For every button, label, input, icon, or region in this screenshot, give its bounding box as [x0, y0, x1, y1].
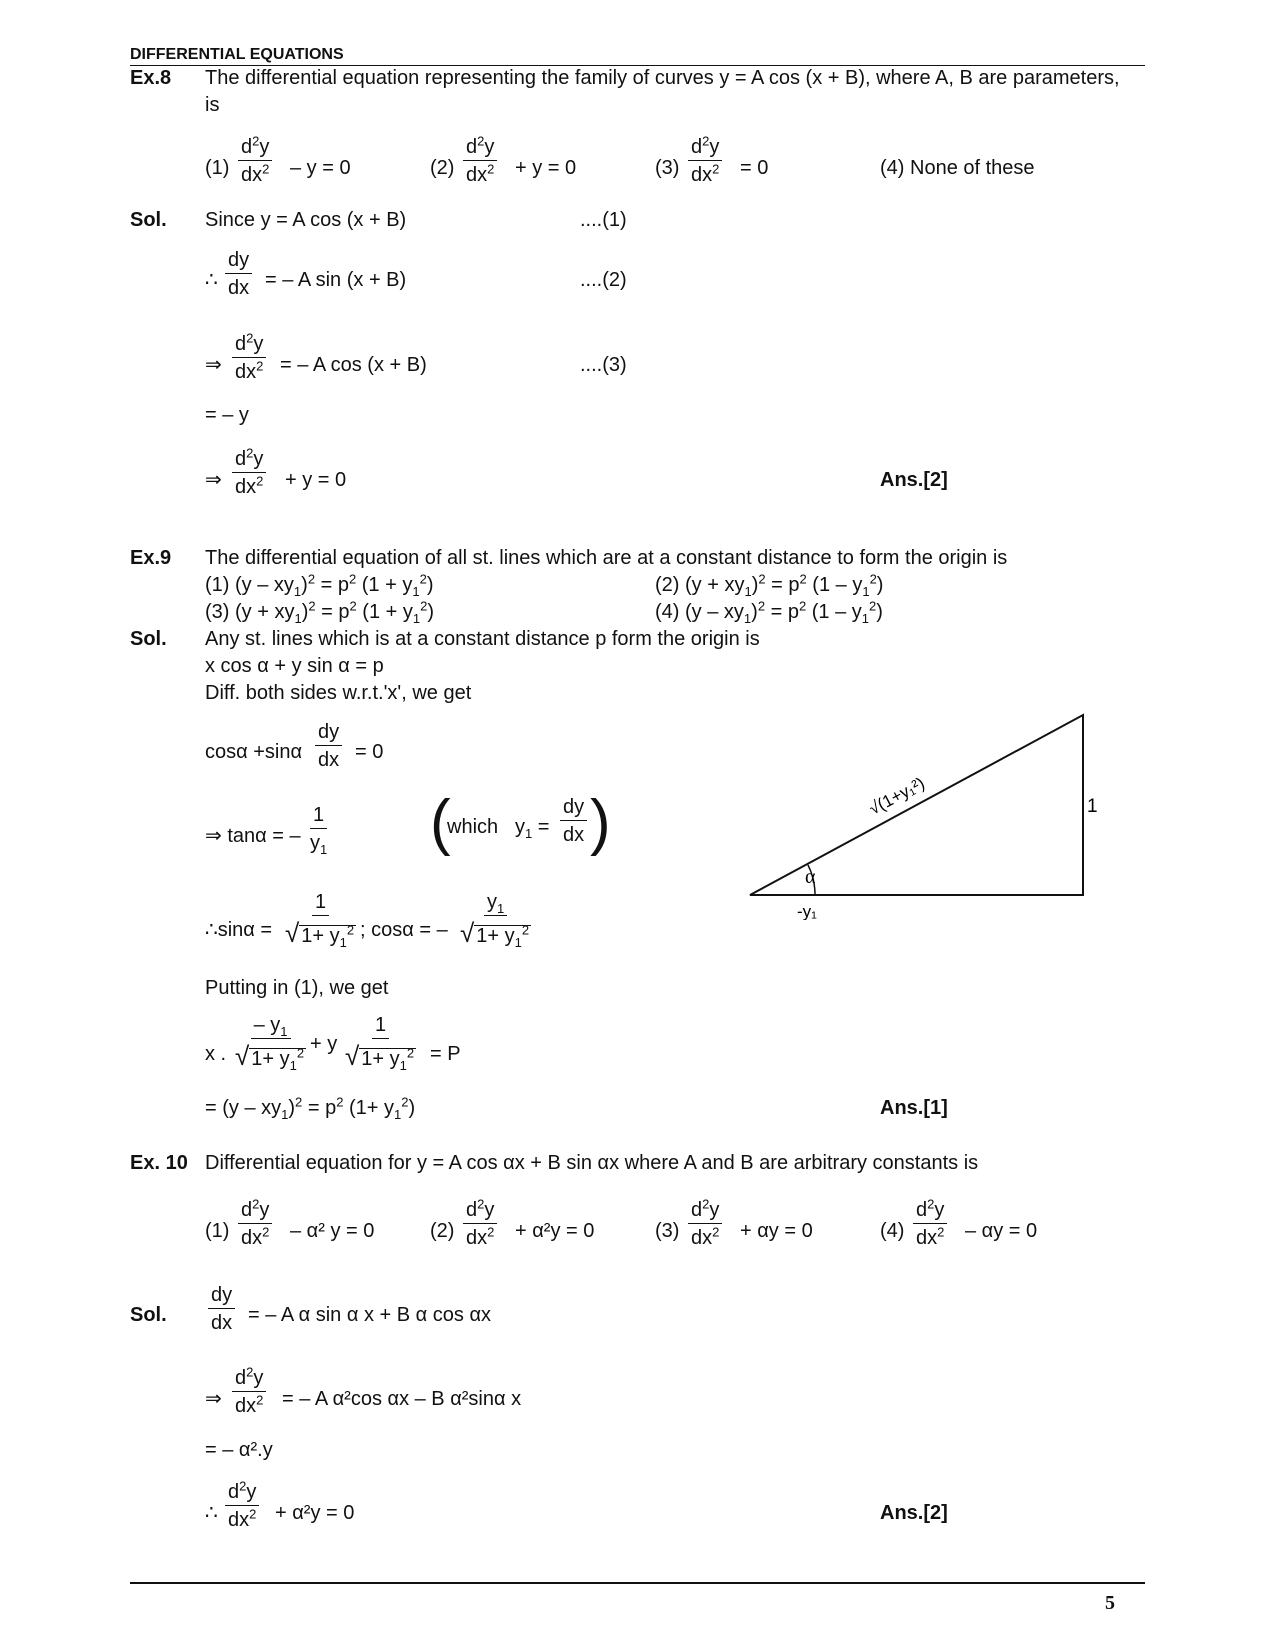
ex9-putting: Putting in (1), we get: [205, 977, 389, 999]
ex9-eq-zero: = 0: [355, 741, 384, 763]
ex10-option3-tail: + αy = 0: [740, 1220, 813, 1242]
ex10-option4-fraction: $\frac{d^2y}{dx^2}$: [913, 1200, 947, 1248]
ex9-sin-lhs: ∴sinα =: [205, 919, 273, 941]
ex8-answer: Ans.[2]: [880, 469, 948, 491]
ex8-dy-dx-fraction: $\frac{dy}{dx}$: [225, 250, 252, 298]
ex9-sol-label: Sol.: [130, 628, 167, 650]
ex9-option1: (1) $(y - xy_1)^2 = p^2$ $(1 + y_1^2)$: [205, 571, 434, 599]
ex9-which-y1: $y_1$ =: [515, 816, 550, 841]
ex8-option1-tail: – y = 0: [290, 157, 351, 179]
triangle-base-label: -y₁: [797, 902, 817, 920]
ex8-question-line2: is: [205, 94, 220, 116]
triangle-side-label: 1: [1087, 796, 1098, 817]
ex10-d2y-fraction-b: $\frac{d^2y}{dx^2}$: [225, 1482, 259, 1530]
ex10-option4-number: (4): [880, 1220, 905, 1242]
page-number: 5: [1105, 1592, 1115, 1614]
ex8-step5-rhs: + y = 0: [285, 469, 347, 491]
ex9-plus-y: + y: [310, 1033, 338, 1055]
ex9-answer: Ans.[1]: [880, 1097, 948, 1119]
ex9-cos-sin: cosα +sinα: [205, 741, 303, 763]
ex10-dy-dx-fraction: $\frac{dy}{dx}$: [208, 1285, 235, 1333]
running-header: DIFFERENTIAL EQUATIONS: [130, 46, 344, 63]
ex10-step3: = – α².y: [205, 1439, 273, 1461]
ex10-step4-rhs: + α²y = 0: [275, 1502, 355, 1524]
ex9-put-fraction-a: $\frac{- y_1}{√ 1+ y_1^2}$: [235, 1014, 305, 1073]
ex9-option2: (2) $(y + xy_1)^2 = p^2$ $(1 - y_1^2)$: [655, 571, 884, 599]
ex9-which: which: [447, 816, 499, 838]
ex8-step2-rhs: = – A sin (x + B): [265, 269, 407, 291]
ex9-option4: (4) $(y - xy_1)^2 = p^2$ $(1 - y_1^2)$: [655, 598, 883, 626]
ex9-cos-fraction: $\frac{y_1}{√ 1+ y_1^2}$: [460, 891, 530, 950]
ex9-line3: Diff. both sides w.r.t.'x', we get: [205, 682, 472, 704]
ex8-option2-number: (2): [430, 157, 455, 179]
ex8-d2y-fraction-b: $\frac{d^2y}{dx^2}$: [232, 449, 266, 497]
ex9-x-dot: x .: [205, 1043, 227, 1065]
ex8-option2-fraction: $\frac{d^2y}{dx^2}$: [463, 137, 497, 185]
ex9-put-fraction-b: $\frac{1}{√ 1+ y_1^2}$: [345, 1014, 415, 1073]
ex8-since: Since y = A cos (x + B): [205, 209, 407, 231]
ex8-option2-tail: + y = 0: [515, 157, 577, 179]
ex8-sol-label: Sol.: [130, 209, 167, 231]
ex8-option1-fraction: $\frac{d^2y}{dx^2}$: [238, 137, 272, 185]
ex9-question: The differential equation of all st. lines which are at a constant distance to form the origin is: [205, 547, 1008, 569]
ex10-option1-number: (1): [205, 1220, 230, 1242]
ex9-line2: x cos α + y sin α = p: [205, 655, 384, 677]
ex9-which-fraction: $\frac{dy}{dx}$: [560, 797, 587, 845]
ex9-label: Ex.9: [130, 547, 172, 569]
ex9-tan-fraction: $\frac{1}{y_1}$: [310, 804, 328, 857]
therefore-symbol: ∴: [205, 1502, 218, 1524]
ex10-option3-fraction: $\frac{d^2y}{dx^2}$: [688, 1200, 722, 1248]
ex9-sin-fraction: $\frac{1}{√ 1+ y_1^2}$: [285, 891, 355, 950]
ex10-option2-fraction: $\frac{d^2y}{dx^2}$: [463, 1200, 497, 1248]
ex9-close-paren: ): [590, 788, 611, 857]
ex8-option3-fraction: $\frac{d^2y}{dx^2}$: [688, 137, 722, 185]
ex9-tan-lhs: ⇒ tanα = –: [205, 825, 301, 847]
ex8-eq3-tag: ....(3): [580, 354, 627, 376]
ex8-option3-tail: = 0: [740, 157, 769, 179]
ex10-option1-fraction: $\frac{d^2y}{dx^2}$: [238, 1200, 272, 1248]
ex10-option1-tail: – α² y = 0: [290, 1220, 375, 1242]
ex8-d2y-fraction-a: $\frac{d^2y}{dx^2}$: [232, 334, 266, 382]
footer-rule: [130, 1582, 1145, 1584]
ex9-line1: Any st. lines which is at a constant distance p form the origin is: [205, 628, 760, 650]
ex10-question: Differential equation for y = A cos αx + B sin αx where A and B are arbitrary constants is: [205, 1152, 979, 1174]
header-rule: [130, 65, 1145, 66]
implies-symbol: ⇒: [205, 469, 222, 491]
implies-symbol: ⇒: [205, 354, 222, 376]
ex9-eq-p: = P: [430, 1043, 461, 1065]
triangle-hypotenuse-label: √(1+y₁²): [865, 773, 928, 819]
ex8-option4: (4) None of these: [880, 157, 1035, 179]
ex10-option4-tail: – αy = 0: [965, 1220, 1038, 1242]
ex9-cos-lhs: ; cosα = –: [360, 919, 448, 941]
ex8-step3-rhs: = – A cos (x + B): [280, 354, 427, 376]
ex9-dy-dx-fraction: $\frac{dy}{dx}$: [315, 722, 342, 770]
triangle-angle-label: α: [805, 866, 816, 888]
ex8-eq2-tag: ....(2): [580, 269, 627, 291]
implies-symbol: ⇒: [205, 1388, 222, 1410]
ex8-label: Ex.8: [130, 67, 172, 89]
ex10-option2-number: (2): [430, 1220, 455, 1242]
ex10-answer: Ans.[2]: [880, 1502, 948, 1524]
ex10-option3-number: (3): [655, 1220, 680, 1242]
ex8-eq1-tag: ....(1): [580, 209, 627, 231]
ex10-d2y-fraction-a: $\frac{d^2y}{dx^2}$: [232, 1368, 266, 1416]
ex9-triangle-diagram: [735, 705, 1110, 920]
ex10-sol-label: Sol.: [130, 1304, 167, 1326]
ex8-option3-number: (3): [655, 157, 680, 179]
therefore-symbol: ∴: [205, 269, 218, 291]
ex10-step1-rhs: = – A α sin α x + B α cos αx: [248, 1304, 492, 1326]
ex9-option3: (3) $(y + xy_1)^2 = p^2$ $(1 + y_1^2)$: [205, 598, 435, 626]
ex8-step4: = – y: [205, 404, 249, 426]
ex9-open-paren: (: [430, 788, 451, 857]
ex10-step2-rhs: = – A α²cos αx – B α²sinα x: [282, 1388, 522, 1410]
ex8-option1-number: (1): [205, 157, 230, 179]
ex9-result: = $(y - xy_1)^2 = p^2$ $(1+ y_1^2)$: [205, 1094, 416, 1122]
ex10-option2-tail: + α²y = 0: [515, 1220, 595, 1242]
ex8-question-line1: The differential equation representing the family of curves y = A cos (x + B), where A, B are parameters,: [205, 67, 1120, 89]
ex10-label: Ex. 10: [130, 1152, 188, 1174]
triangle-shape: [750, 715, 1083, 895]
